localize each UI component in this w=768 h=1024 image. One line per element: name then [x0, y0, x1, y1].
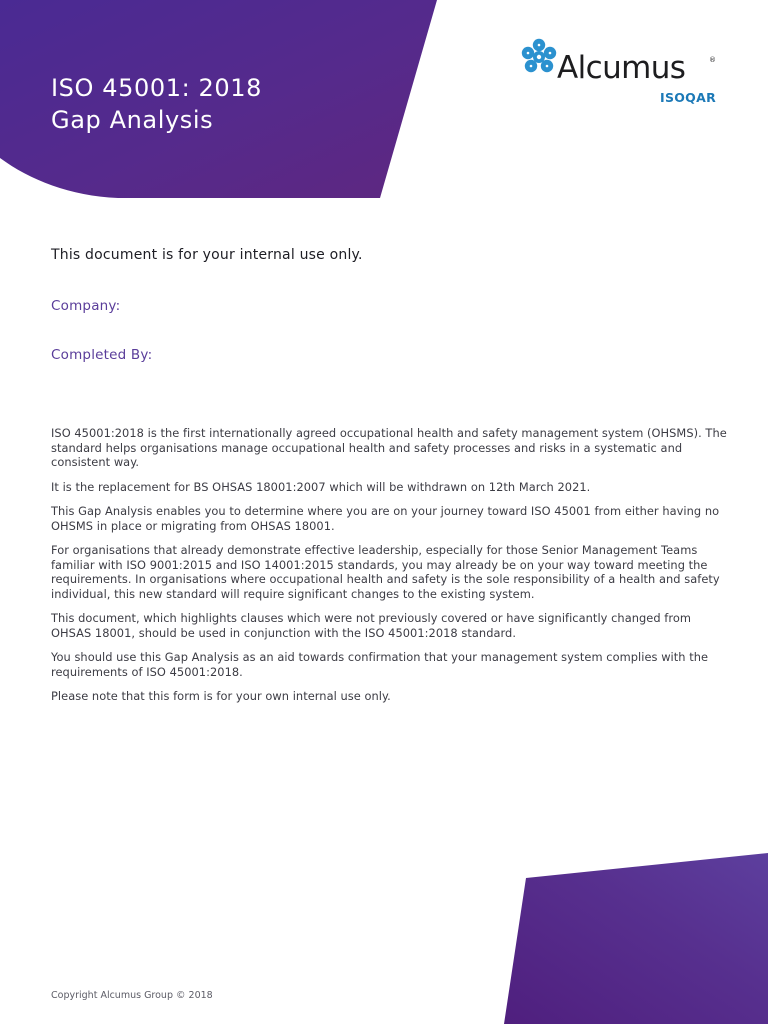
paragraph: This document, which highlights clauses which were not previously covered or have significantly changed from OHSAS 18001, should be used in conjunction with the ISO 45001:2018 standard.: [51, 611, 691, 640]
completed-by-label: Completed By:: [51, 347, 153, 363]
paragraph: It is the replacement for BS OHSAS 18001:2007 which will be withdrawn on 12th March 2021.: [51, 479, 591, 494]
copyright-footer: Copyright Alcumus Group © 2018: [51, 990, 213, 1001]
title-line-2: Gap Analysis: [51, 106, 214, 134]
paragraph: You should use this Gap Analysis as an aid towards confirmation that your management system complies with the requirements of ISO 45001:2018.: [51, 650, 709, 679]
paragraph: Please note that this form is for your own internal use only.: [51, 689, 391, 703]
internal-use-notice: This document is for your internal use only.: [51, 247, 363, 263]
alcumus-logo: [519, 36, 719, 108]
paragraph: ISO 45001:2018 is the first internationally agreed occupational health and safety management system (OHSMS). The standard helps organisations manage occupational health and safety processes and risks in a systematic and consistent way.: [51, 426, 727, 469]
intro-body: [51, 426, 731, 714]
logo-sub-brand: ISOQAR: [660, 90, 717, 105]
flower-logo-icon: [519, 36, 559, 82]
paragraph: This Gap Analysis enables you to determine where you are on your journey toward ISO 45001 from either having no OHSMS in place or migrating from OHSAS 18001.: [51, 504, 720, 533]
title-line-1: ISO 45001: 2018: [51, 74, 262, 102]
paragraph: For organisations that already demonstrate effective leadership, especially for those Senior Management Teams familiar with ISO 9001:2015 and ISO 14001:2015 standards, you may already be on your way toward meeting the requirements. In organisations where occupational health and safety is the sole responsibility of a health and safety individual, this new standard will require significant changes to the existing system.: [51, 543, 720, 601]
logo-wordmark: Alcumus: [557, 50, 686, 86]
document-title: [51, 72, 262, 136]
registered-mark: ®: [709, 56, 716, 64]
company-label: Company:: [51, 298, 121, 314]
